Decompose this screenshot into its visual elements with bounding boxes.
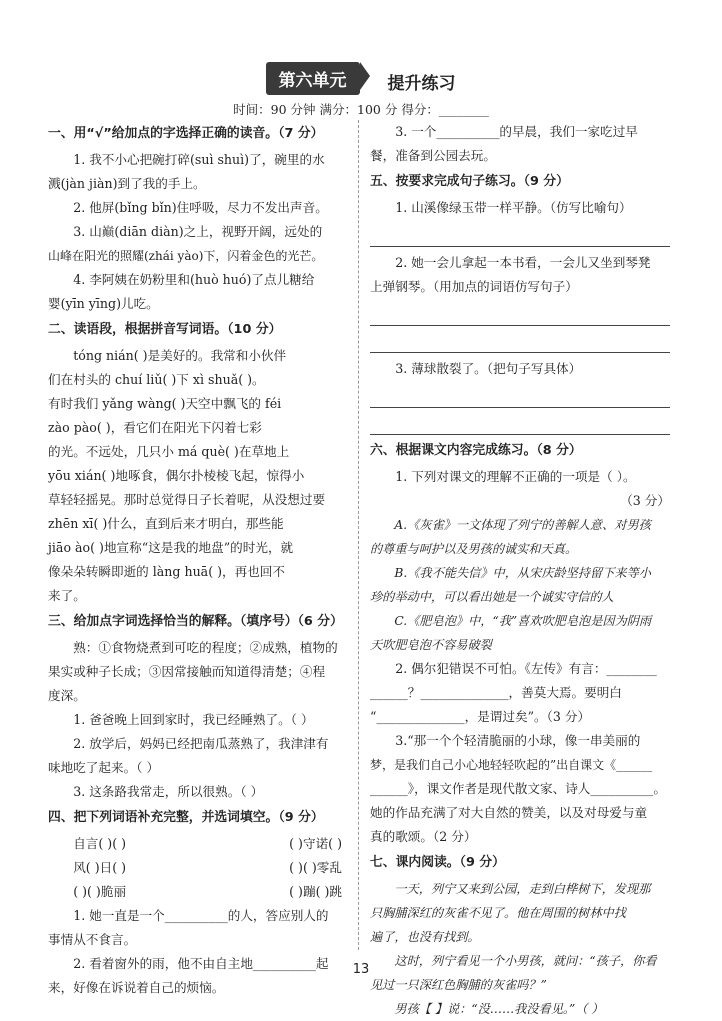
s7-line: 男孩【 】说：“没……我没看见。”（ ） [394, 1002, 604, 1016]
left-column [48, 120, 348, 1000]
section-5-title: 五、按要求完成句子练习。（9 分） [370, 174, 569, 189]
s4-line: 来，好像在诉说着自己的烦恼。 [48, 980, 225, 995]
s5-q2: 2. 她一会儿拿起一本书看，一会儿又坐到琴凳 [395, 255, 651, 270]
s1-line: 婴(yīn yīng)儿吃。 [48, 296, 159, 311]
answer-line[interactable] [370, 414, 670, 435]
s5-q1: 1. 山溪像绿玉带一样平静。（仿写比喻句） [395, 200, 632, 215]
word-row [48, 832, 348, 856]
s2-line: 像朵朵转瞬即逝的 làng huā( )，再也回不 [48, 564, 285, 579]
s6-q3: 3.“那一个个轻清脆丽的小球，像一串美丽的 [395, 733, 641, 748]
s7-line: 遍了，也没有找到。 [370, 930, 480, 944]
s1-line: 溅(jàn jiàn)到了我的手上。 [48, 176, 206, 191]
s7-line: 见过一只深红色胸脯的灰雀吗？” [370, 978, 547, 992]
answer-line[interactable] [370, 305, 670, 326]
s5-q2: 上弹钢琴。（用加点的词语仿写句子） [370, 279, 578, 294]
word-cell: ( )( )脆丽 [73, 884, 127, 899]
s1-line: 2. 他屏(bǐng bǐn)住呼吸，尽力不发出声音。 [73, 200, 328, 215]
s4-line: 2. 看着窗外的雨，他不由自主地__________起 [73, 956, 329, 971]
s1-line: 1. 我不小心把碗打碎(suì shuì)了，碗里的水 [73, 152, 325, 167]
s6-q3: 真的歌颂。（2 分） [370, 829, 477, 844]
s3-line: 3. 这条路我常走，所以很熟。（ ） [73, 784, 264, 799]
s3-line: 度深。 [48, 688, 86, 703]
s6-q2: ______？______________，善莫大焉。要明白 [370, 685, 622, 700]
s6-q3: ______》，课文作者是现代散文家、诗人__________。 [370, 781, 666, 796]
s6-option: 的尊重与呵护以及男孩的诚实和天真。 [370, 542, 578, 556]
s4-line: 事情从不食言。 [48, 932, 137, 947]
s2-line: zào pào( )，看它们在阳光下闪着七彩 [48, 420, 262, 435]
s6-q2: 2. 偶尔犯错误不可怕。《左传》有言：________ [395, 661, 657, 676]
s3-line: 1. 爸爸晚上回到家时，我已经睡熟了。（ ） [73, 712, 314, 727]
word-cell: ( )蹦( )跳 [289, 884, 342, 899]
s2-line: 的光。不远处，几只小 má què( )在草地上 [48, 444, 290, 459]
s4-line: 1. 她一直是一个__________的人，答应别人的 [73, 908, 329, 923]
s6-option: 天吹肥皂泡不容易破裂 [370, 638, 492, 652]
s2-line: tóng nián( )是美好的。我常和小伙伴 [73, 348, 287, 363]
answer-line[interactable] [370, 226, 670, 247]
s1-line: 4. 李阿姨在奶粉里和(huò huó)了点儿糖给 [73, 272, 315, 287]
section-3-title: 三、给加点字词选择恰当的解释。（填序号）（6 分） [48, 614, 343, 629]
s6-q3: 她的作品充满了对大自然的赞美，以及对母爱与童 [370, 805, 648, 820]
s2-line: 来了。 [48, 588, 86, 603]
s2-line: 有时我们 yǎng wàng( )天空中飘飞的 féi [48, 396, 282, 411]
word-cell: ( )守诺( ) [289, 836, 342, 851]
s2-line: zhēn xī( )什么，直到后来才明白，那些能 [48, 516, 284, 531]
section-2-title: 二、读语段，根据拼音写词语。（10 分） [48, 322, 282, 337]
unit-subtitle: 提升练习 [387, 74, 456, 94]
s2-line: 草轻轻摇晃。那时总觉得日子长着呢，从没想过要 [48, 492, 326, 507]
s3-line: 味地吃了起来。（ ） [48, 760, 160, 775]
answer-line[interactable] [370, 387, 670, 408]
s2-line: jiāo ào( )地宣称“这是我的地盘”的时光，就 [48, 540, 294, 555]
word-cell: 自言( )( ) [73, 836, 127, 851]
s6-option: B.《我不能失信》中，从宋庆龄坚持留下来等小 [394, 566, 651, 580]
s7-line: 只胸脯深红的灰雀不见了。他在周围的树林中找 [370, 906, 626, 920]
word-row [48, 880, 348, 904]
section-1-title: 一、用“√”给加点的字选择正确的读音。（7 分） [48, 126, 324, 141]
s6-option: 珍的举动中，可以看出她是一个诚实守信的人 [370, 590, 614, 604]
s6-q1: 1. 下列对课文的理解不正确的一项是（ ）。 [395, 469, 636, 484]
word-cell: ( )( )零乱 [289, 860, 342, 875]
s2-line: 们在村头的 chuí liǔ( )下 xì shuǎ( )。 [48, 372, 265, 387]
s2-line: yōu xián( )地啄食，偶尔扑棱棱飞起，惊得小 [48, 468, 305, 483]
s5-q3: 3. 薄球散裂了。（把句子写具体） [395, 361, 582, 376]
right-column [370, 120, 670, 1021]
word-row [48, 856, 348, 880]
s3-line: 熟：①食物烧煮到可吃的程度；②成熟，植物的 [73, 640, 338, 655]
column-divider [358, 120, 359, 950]
page-number: 13 [352, 962, 370, 977]
page-heading [0, 62, 722, 95]
s3-line: 2. 放学后，妈妈已经把南瓜蒸熟了，我津津有 [73, 736, 329, 751]
s6-q2: “______________，是谓过矣”。（3 分） [370, 709, 591, 724]
word-cell: 风( )日( ) [73, 860, 127, 875]
s6-q1-score: （3 分） [620, 493, 670, 508]
answer-line[interactable] [370, 332, 670, 353]
s4-line: 餐，准备到公园去玩。 [370, 148, 496, 163]
exam-meta: 时间：90 分钟 满分：100 分 得分：________ [233, 102, 489, 117]
s6-option: A.《灰雀》一文体现了列宁的善解人意、对男孩 [394, 518, 651, 532]
section-7-title: 七、课内阅读。（9 分） [370, 855, 505, 870]
s7-line: 这时，列宁看见一个小男孩，就问：“孩子，你看 [394, 954, 657, 968]
section-4-title: 四、把下列词语补充完整，并选词填空。（9 分） [48, 810, 324, 825]
s4-line: 3. 一个__________的早晨，我们一家吃过早 [395, 124, 638, 139]
s6-option: C.《肥皂泡》中，“我”喜欢吹肥皂泡是因为阴雨 [394, 614, 652, 628]
s1-line: 山峰在阳光的照耀(zhái yào)下，闪着金色的光芒。 [48, 249, 324, 263]
s6-q3: 梦，是我们自己小心地轻轻吹起的”出自课文《______ [370, 758, 653, 772]
s7-line: 一天，列宁又来到公园，走到白桦树下，发现那 [394, 882, 651, 896]
s1-line: 3. 山巅(diān diàn)之上，视野开阔，远处的 [73, 224, 323, 239]
section-6-title: 六、根据课文内容完成练习。（8 分） [370, 443, 582, 458]
s3-line: 果实或种子长成；③因常接触而知道得清楚；④程 [48, 664, 326, 679]
unit-badge: 第六单元 [266, 62, 360, 95]
